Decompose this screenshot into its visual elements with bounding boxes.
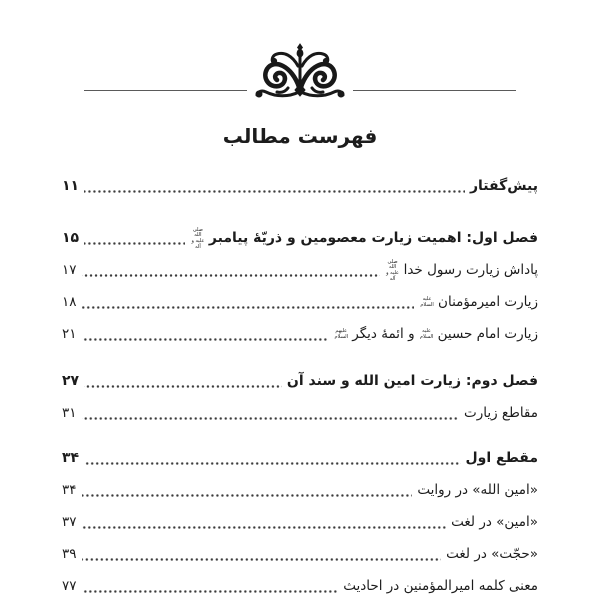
page-number: ۷۷	[62, 578, 77, 594]
entry-title: مقاطع زیارت	[463, 405, 538, 421]
entry-title: زیارت امیرمؤمنان	[438, 294, 538, 310]
entry-title: معنی کلمه امیرالمؤمنین در احادیث	[343, 578, 538, 594]
dots-leader	[82, 494, 413, 497]
toc-entry	[62, 286, 538, 318]
honorific-stamp-icon: علیه السلام	[419, 328, 434, 340]
toc-entry-chapter1	[62, 222, 538, 254]
entry-title: «حجّت» در لغت	[446, 546, 538, 562]
dots-leader	[82, 274, 380, 277]
entry-title: فصل اول: اهمیت زیارت معصومین و ذریّۀ پیامبر	[208, 230, 538, 246]
entry-title: «امین الله» در روایت	[417, 482, 538, 498]
page-number: ۳۱	[62, 405, 77, 421]
toc-entry	[62, 506, 538, 538]
toc-entry	[62, 570, 538, 600]
toc-entry-section1	[62, 442, 538, 474]
page-number: ۱۷	[62, 262, 77, 278]
page-number: ۱۱	[62, 178, 80, 194]
page-number: ۱۸	[62, 294, 77, 310]
entry-title: فصل دوم: زیارت امین الله و سند آن	[286, 373, 538, 389]
entry-title: پاداش زیارت رسول خدا	[403, 262, 538, 278]
entry-title-continued: و ائمۀ دیگر	[352, 326, 415, 342]
honorific-stamp-icon: علیهم السلام	[334, 328, 348, 340]
header-divider	[0, 0, 600, 104]
page-number: ۲۷	[62, 373, 80, 389]
page-title: فهرست مطالب	[222, 124, 378, 148]
toc-entry	[62, 474, 538, 506]
dots-leader	[84, 462, 460, 465]
page-number: ۳۴	[62, 450, 80, 466]
toc-entry-preface	[62, 170, 538, 202]
entry-title: پیش‌گفتار	[469, 178, 538, 194]
dots-leader	[82, 558, 442, 561]
dots-leader	[84, 385, 282, 388]
toc-list	[0, 170, 600, 600]
page-number: ۳۹	[62, 546, 77, 562]
honorific-stamp-icon: علیه السلام	[420, 296, 434, 308]
dots-leader	[82, 417, 459, 420]
page-number: ۱۵	[62, 230, 80, 246]
page-number: ۲۱	[62, 326, 77, 342]
floral-ornament-icon	[254, 42, 346, 104]
dots-leader	[82, 526, 447, 529]
toc-entry	[62, 397, 538, 429]
divider-line-left	[84, 90, 247, 91]
toc-entry-chapter2	[62, 365, 538, 397]
divider-line-right	[353, 90, 516, 91]
toc-entry	[62, 538, 538, 570]
entry-title: زیارت امام حسین	[437, 326, 538, 342]
dots-leader	[82, 338, 329, 341]
entry-title: «امین» در لغت	[451, 514, 538, 530]
page-number: ۳۴	[62, 482, 77, 498]
dots-leader	[82, 590, 339, 593]
page-number: ۳۷	[62, 514, 77, 530]
entry-title: مقطع اول	[465, 450, 538, 466]
toc-entry	[62, 318, 538, 350]
toc-entry	[62, 254, 538, 286]
honorific-stamp-icon: صلی الله علیه و آله	[191, 226, 205, 250]
dots-leader	[84, 242, 185, 245]
honorific-stamp-icon: صلی الله علیه و آله	[386, 258, 400, 282]
dots-leader	[84, 190, 465, 193]
dots-leader	[82, 306, 415, 309]
